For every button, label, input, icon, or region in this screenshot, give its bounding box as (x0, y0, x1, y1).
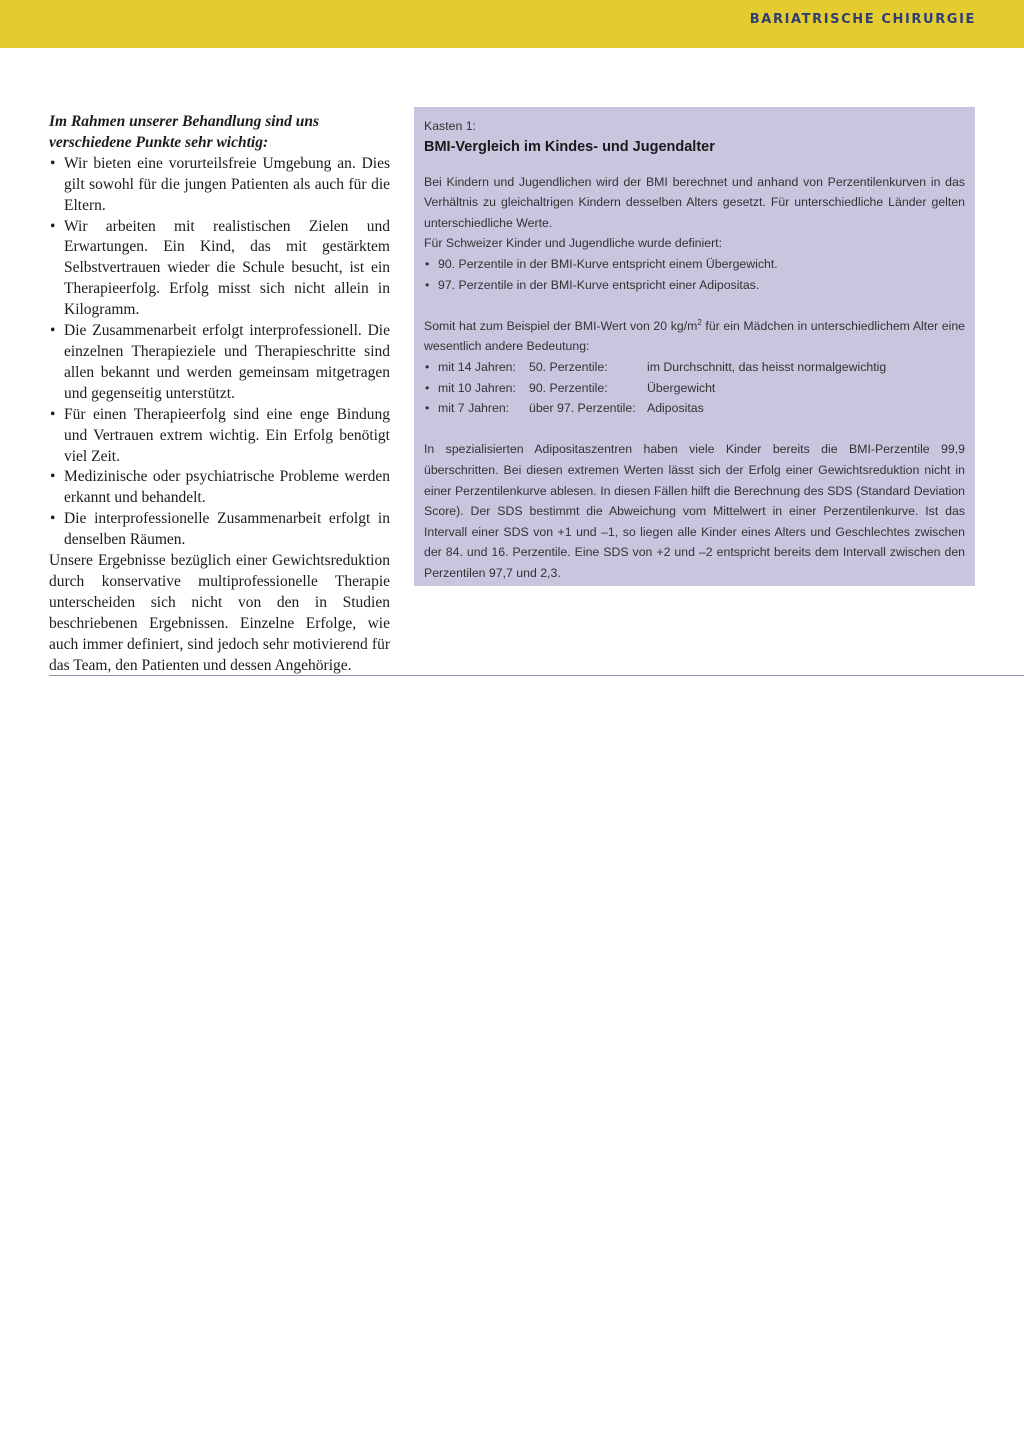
intro-text: Im Rahmen unserer Behandlung sind uns verschiedene Punkte sehr wichtig: (49, 113, 320, 151)
age-cell: mit 14 Jahren: (438, 359, 516, 374)
left-column (49, 112, 390, 676)
definition-list (424, 254, 965, 295)
box-label: Kasten 1: (424, 119, 476, 133)
box-text: Somit hat zum Beispiel der BMI-Wert von 20 kg/m (424, 318, 698, 333)
superscript: 2 (697, 317, 702, 327)
list-item: • Die Zusammenarbeit erfolgt interprofessionell. Die einzelnen Therapieziele und Therapieschritte sind allen bekannt und werden gemeinsam mitgetragen und gegenseitig unterstützt. (49, 321, 390, 405)
list-item (424, 398, 965, 419)
list-item: • Für einen Therapieerfolg sind eine enge Bindung und Vertrauen extrem wichtig. Ein Erfolg benötigt viel Zeit. (49, 405, 390, 468)
list-item: • Die interprofessionelle Zusammenarbeit erfolgt in denselben Räumen. (49, 509, 390, 551)
list-item: • Wir bieten eine vorurteilsfreie Umgebung an. Dies gilt sowohl für die jungen Patienten als auch für die Eltern. (49, 154, 390, 217)
meaning-cell: Adipositas (647, 401, 704, 416)
closing-paragraph: Unsere Ergebnisse bezüglich einer Gewichtsreduktion durch konservative multiprofessionelle Therapie unterscheiden sich nicht von den in Studien beschriebenen Ergebnissen. Einzelne Erfolge, wie auch immer definiert, sind jedoch sehr motivierend für das Team, den Patienten und dessen Angehörige. (49, 552, 390, 674)
age-list (424, 357, 965, 419)
meaning-cell: im Durchschnitt, das heisst normalgewichtig (647, 359, 887, 374)
percentile-cell: 50. Perzentile: (529, 359, 608, 374)
spacer (424, 419, 965, 440)
box-paragraph (424, 316, 965, 357)
age-cell: mit 10 Jahren: (438, 380, 516, 395)
header-band (0, 0, 1024, 48)
percentile-cell: 90. Perzentile: (529, 380, 608, 395)
box-text: für ein Mädchen in unterschiedlichem Alter eine wesentlich andere Bedeutung: (424, 318, 965, 354)
box-paragraph: Bei Kindern und Jugendlichen wird der BMI berechnet und anhand von Perzentilenkurven in das Verhältnis zu gleichaltrigen Kindern desselben Alters gesetzt. Für unterschiedliche Länder gelten unterschiedliche Werte. (424, 174, 965, 230)
list-item: • 90. Perzentile in der BMI-Kurve entspricht einem Übergewicht. (424, 254, 965, 275)
list-item: • Medizinische oder psychiatrische Probleme werden erkannt und behandelt. (49, 467, 390, 509)
percentile-cell: über 97. Perzentile: (529, 401, 636, 416)
info-box (414, 107, 975, 586)
list-item: • 97. Perzentile in der BMI-Kurve entspricht einer Adipositas. (424, 275, 965, 296)
priorities-list (49, 154, 390, 551)
box-paragraph: Für Schweizer Kinder und Jugendliche wurde definiert: (424, 236, 723, 251)
list-item (424, 378, 965, 399)
box-paragraph: In spezialisierten Adipositaszentren haben viele Kinder bereits die BMI-Perzentile 99,9 überschritten. Bei diesen extremen Werten lässt sich der Erfolg einer Gewichtsreduktion nicht in einer Perzentilenkurve ablesen. In diesen Fällen hilft die Berechnung des SDS (Standard Deviation Score). Der SDS bestimmt die Abweichung vom Mittelwert in einer Perzentilenkurve. Ist das Intervall einer SDS von +1 und –1, so liegen alle Kinder eines Alters und Geschlechtes zwischen der 84. und 16. Perzentile. Eine SDS von +2 und –2 entspricht bereits dem Intervall zwischen den Perzentilen 97,7 und 2,3. (424, 442, 965, 580)
meaning-cell: Übergewicht (647, 380, 716, 395)
box-title: BMI-Vergleich im Kindes- und Jugendalter (424, 138, 715, 155)
list-item (424, 357, 965, 378)
list-item: • Wir arbeiten mit realistischen Zielen und Erwartungen. Ein Kind, das mit gestärktem Selbstvertrauen wieder die Schule besucht, ist ein Therapieerfolg. Erfolg misst sich nicht allein in Kilogramm. (49, 217, 390, 322)
age-cell: mit 7 Jahren: (438, 401, 510, 416)
section-label: BARIATRISCHE CHIRURGIE (749, 12, 976, 27)
spacer (424, 295, 965, 316)
horizontal-divider (49, 675, 1024, 676)
